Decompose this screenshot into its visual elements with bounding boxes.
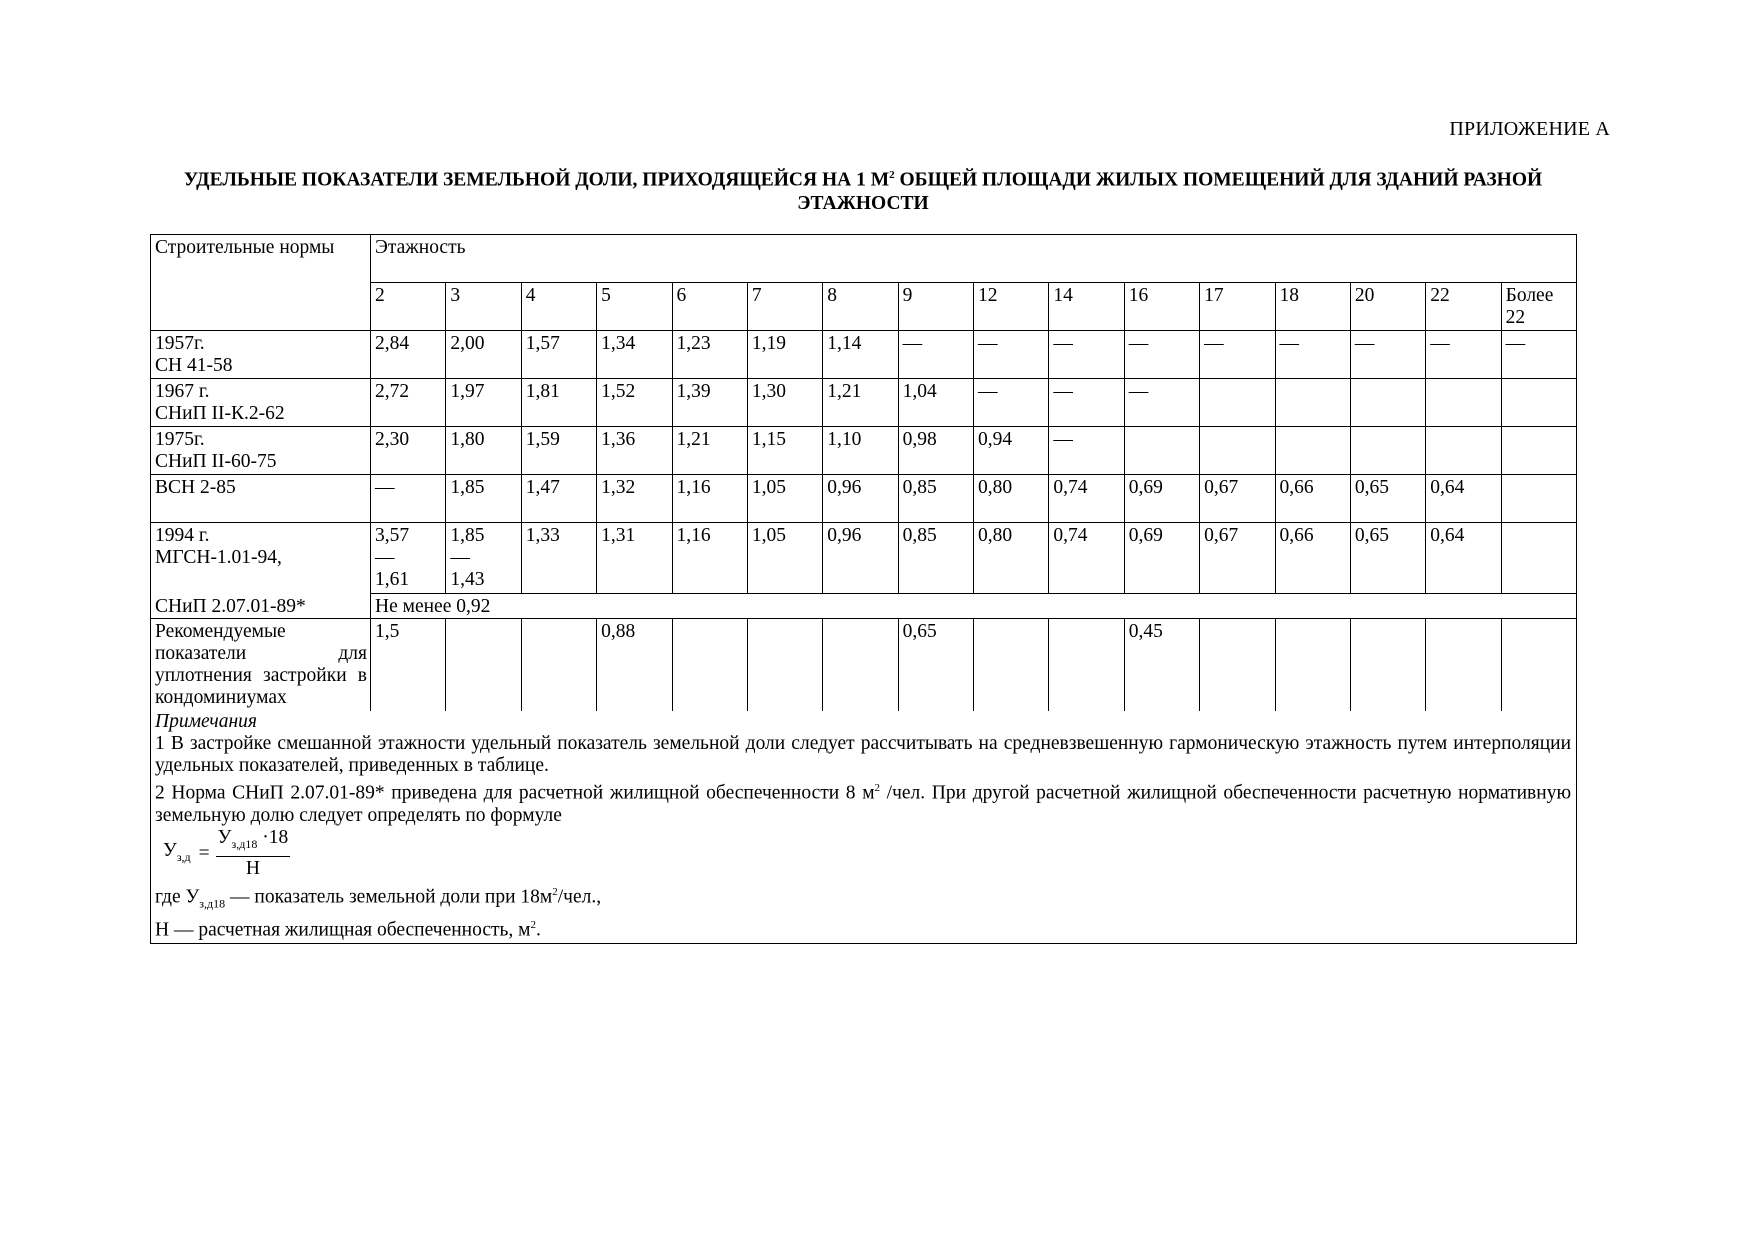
note-2-text-a: 2 Норма СНиП 2.07.01-89* приведена для расчетной жилищной обеспеченности 8 м: [155, 782, 875, 804]
snip-value-cell: Не менее 0,92: [371, 594, 1577, 619]
value-cell: —: [1124, 379, 1199, 427]
table-row: [151, 523, 1577, 594]
value-cell: 2,72: [371, 379, 446, 427]
floor-header-cell: Более 22: [1501, 283, 1576, 331]
value-cell: 0,80: [974, 475, 1049, 523]
norm-line: 1994 г.: [155, 525, 210, 546]
where-line-1: [155, 881, 1571, 914]
recommended-value-cell: [1049, 619, 1124, 712]
floor-header-cell: 9: [898, 283, 973, 331]
where-2-b: .: [536, 919, 541, 941]
where-1-sup: 2: [552, 885, 558, 898]
value-cell: —: [1049, 427, 1124, 475]
recommended-value-cell: [1501, 619, 1576, 712]
value-cell: [1275, 427, 1350, 475]
formula-numerator: [216, 827, 291, 857]
note-2: [155, 777, 1571, 827]
value-cell: [1501, 427, 1576, 475]
snip-row: [151, 594, 1577, 619]
formula-fraction: [216, 827, 291, 880]
value-cell: 0,65: [1350, 523, 1425, 594]
floor-header-cell: 5: [597, 283, 672, 331]
formula-lhs: [163, 840, 191, 868]
value-cell: —: [1350, 331, 1425, 379]
value-cell: 1,47: [521, 475, 596, 523]
value-cell: —: [1426, 331, 1501, 379]
recommended-value-cell: [521, 619, 596, 712]
recommended-row: [151, 619, 1577, 712]
formula: [155, 827, 1571, 881]
notes-heading: Примечания: [155, 711, 257, 732]
value-cell: 1,59: [521, 427, 596, 475]
value-cell: [1350, 427, 1425, 475]
norm-line: 1957г.: [155, 333, 205, 354]
norm-cell: [151, 379, 371, 427]
value-cell: 1,34: [597, 331, 672, 379]
norm-line: ВСН 2-85: [155, 477, 236, 498]
document-title: [150, 164, 1576, 215]
formula-num-sub: з,д18: [231, 836, 258, 851]
value-cell: 1,81: [521, 379, 596, 427]
formula-denominator: Н: [245, 857, 260, 879]
recommended-norm-cell: Рекомендуемые показатели для уплотнения застройки в кондоминиумах: [151, 619, 371, 712]
value-cell: 1,31: [597, 523, 672, 594]
table-row: [151, 379, 1577, 427]
where-line-2: [155, 914, 1571, 942]
where-1-sub: з,д18: [199, 895, 226, 910]
value-cell: —: [1049, 331, 1124, 379]
value-cell: 1,57: [521, 331, 596, 379]
floor-header-cell: 22: [1426, 283, 1501, 331]
value-cell: 1,32: [597, 475, 672, 523]
floor-header-cell: 20: [1350, 283, 1425, 331]
norm-cell: [151, 475, 371, 523]
value-cell: [1124, 427, 1199, 475]
where-1-b: — показатель земельной доли при 18м: [225, 886, 553, 907]
note-1: 1 В застройке смешанной этажности удельный показатель земельной доли следует рассчитывать на средневзвешенную гармоническую этажность путем интерполяции удельных показателей, приведенных в таблице.: [155, 733, 1572, 776]
notes-row: [151, 711, 1577, 944]
value-cell: 1,10: [823, 427, 898, 475]
value-cell: 0,69: [1124, 523, 1199, 594]
snip-norm-cell: СНиП 2.07.01-89*: [151, 594, 371, 619]
appendix-label: ПРИЛОЖЕНИЕ А: [1449, 118, 1610, 140]
norm-cell: [151, 427, 371, 475]
value-cell: 1,04: [898, 379, 973, 427]
value-cell: —: [1049, 379, 1124, 427]
value-cell: 1,97: [446, 379, 521, 427]
value-cell: 0,74: [1049, 475, 1124, 523]
floor-header-cell: 4: [521, 283, 596, 331]
norm-line: 1975г.: [155, 429, 205, 450]
recommended-value-cell: [823, 619, 898, 712]
formula-num-tail: ·18: [257, 827, 289, 849]
floor-header-cell: 14: [1049, 283, 1124, 331]
header-building-norms: Строительные нормы: [151, 235, 371, 331]
formula-lhs-sub: з,д: [176, 849, 191, 864]
formula-equals: =: [198, 842, 210, 864]
value-cell: —: [898, 331, 973, 379]
norm-cell: [151, 523, 371, 594]
value-cell: 0,67: [1200, 523, 1275, 594]
value-cell: 0,94: [974, 427, 1049, 475]
notes-cell: [151, 711, 1577, 944]
value-cell: [1501, 379, 1576, 427]
value-cell: 2,00: [446, 331, 521, 379]
norm-cell: [151, 331, 371, 379]
value-cell: 0,69: [1124, 475, 1199, 523]
value-cell: 0,66: [1275, 523, 1350, 594]
value-cell: 3,57 — 1,61: [371, 523, 446, 594]
value-cell: 0,64: [1426, 523, 1501, 594]
value-cell: 1,21: [823, 379, 898, 427]
value-cell: 1,52: [597, 379, 672, 427]
norm-line: СНиП II-К.2-62: [155, 403, 285, 424]
value-cell: —: [974, 379, 1049, 427]
recommended-value-cell: [1350, 619, 1425, 712]
value-cell: —: [1275, 331, 1350, 379]
value-cell: 0,96: [823, 523, 898, 594]
recommended-value-cell: [1426, 619, 1501, 712]
value-cell: 2,84: [371, 331, 446, 379]
floor-header-cell: 17: [1200, 283, 1275, 331]
value-cell: 0,80: [974, 523, 1049, 594]
recommended-value-cell: [974, 619, 1049, 712]
floor-header-cell: 3: [446, 283, 521, 331]
value-cell: [1275, 379, 1350, 427]
where-1-a: где У: [155, 886, 200, 907]
table-row: [151, 475, 1577, 523]
value-cell: —: [1124, 331, 1199, 379]
table-row: [151, 331, 1577, 379]
value-cell: —: [1200, 331, 1275, 379]
value-cell: 1,05: [747, 523, 822, 594]
recommended-value-cell: [1200, 619, 1275, 712]
recommended-value-cell: [747, 619, 822, 712]
norm-line: СН 41-58: [155, 355, 233, 376]
value-cell: 1,39: [672, 379, 747, 427]
value-cell: 0,65: [1350, 475, 1425, 523]
recommended-value-cell: 0,88: [597, 619, 672, 712]
recommended-value-cell: 0,65: [898, 619, 973, 712]
title-superscript: 2: [889, 169, 895, 181]
value-cell: 1,21: [672, 427, 747, 475]
recommended-value-cell: [672, 619, 747, 712]
floor-header-cell: 2: [371, 283, 446, 331]
value-cell: 0,64: [1426, 475, 1501, 523]
value-cell: —: [1501, 331, 1576, 379]
norm-line: СНиП II-60-75: [155, 451, 277, 472]
value-cell: [1200, 379, 1275, 427]
norm-line: 1967 г.: [155, 381, 210, 402]
value-cell: [1350, 379, 1425, 427]
value-cell: 2,30: [371, 427, 446, 475]
floor-header-cell: 12: [974, 283, 1049, 331]
value-cell: [1426, 379, 1501, 427]
value-cell: 1,80: [446, 427, 521, 475]
value-cell: 1,23: [672, 331, 747, 379]
value-cell: 1,15: [747, 427, 822, 475]
floor-header-cell: 8: [823, 283, 898, 331]
value-cell: 0,85: [898, 523, 973, 594]
value-cell: 1,85: [446, 475, 521, 523]
table-row: [151, 427, 1577, 475]
value-cell: [1426, 427, 1501, 475]
note-2-sup: 2: [874, 782, 881, 794]
value-cell: —: [371, 475, 446, 523]
floor-header-cell: 7: [747, 283, 822, 331]
value-cell: 0,85: [898, 475, 973, 523]
value-cell: 1,16: [672, 523, 747, 594]
land-share-table: [150, 234, 1577, 944]
floor-header-cell: 16: [1124, 283, 1199, 331]
title-part1: УДЕЛЬНЫЕ ПОКАЗАТЕЛИ ЗЕМЕЛЬНОЙ ДОЛИ, ПРИХОДЯЩЕЙСЯ НА 1 М: [183, 169, 890, 191]
value-cell: 1,16: [672, 475, 747, 523]
note-2-text-b: /чел. При другой расчетной жилищной обеспеченности расчетную нормативную земельную долю следует определять по формуле: [155, 782, 1572, 826]
value-cell: 1,33: [521, 523, 596, 594]
recommended-value-cell: [446, 619, 521, 712]
header-floors-group: Этажность: [371, 235, 1577, 283]
value-cell: 1,14: [823, 331, 898, 379]
floor-header-cell: 6: [672, 283, 747, 331]
where-2-a: Н — расчетная жилищная обеспеченность, м: [155, 919, 531, 941]
formula-lhs-symbol: У: [163, 839, 177, 861]
recommended-value-cell: 0,45: [1124, 619, 1199, 712]
recommended-value-cell: [1275, 619, 1350, 712]
norm-line: МГСН-1.01-94,: [155, 547, 282, 568]
value-cell: [1501, 523, 1576, 594]
value-cell: 1,05: [747, 475, 822, 523]
value-cell: 0,67: [1200, 475, 1275, 523]
value-cell: [1501, 475, 1576, 523]
value-cell: 1,30: [747, 379, 822, 427]
value-cell: 0,74: [1049, 523, 1124, 594]
value-cell: 0,98: [898, 427, 973, 475]
value-cell: [1200, 427, 1275, 475]
value-cell: 1,36: [597, 427, 672, 475]
value-cell: 0,66: [1275, 475, 1350, 523]
value-cell: 1,19: [747, 331, 822, 379]
where-1-c: /чел.,: [557, 886, 602, 907]
recommended-value-cell: 1,5: [371, 619, 446, 712]
where-2-sup: 2: [530, 918, 536, 931]
table-header-row: [151, 235, 1577, 283]
title-part2: ОБЩЕЙ ПЛОЩАДИ ЖИЛЫХ ПОМЕЩЕНИЙ ДЛЯ ЗДАНИЙ РАЗНОЙ ЭТАЖНОСТИ: [797, 169, 1543, 214]
formula-num-symbol: У: [217, 827, 232, 849]
value-cell: 1,85 — 1,43: [446, 523, 521, 594]
floor-header-cell: 18: [1275, 283, 1350, 331]
value-cell: 0,96: [823, 475, 898, 523]
value-cell: —: [974, 331, 1049, 379]
